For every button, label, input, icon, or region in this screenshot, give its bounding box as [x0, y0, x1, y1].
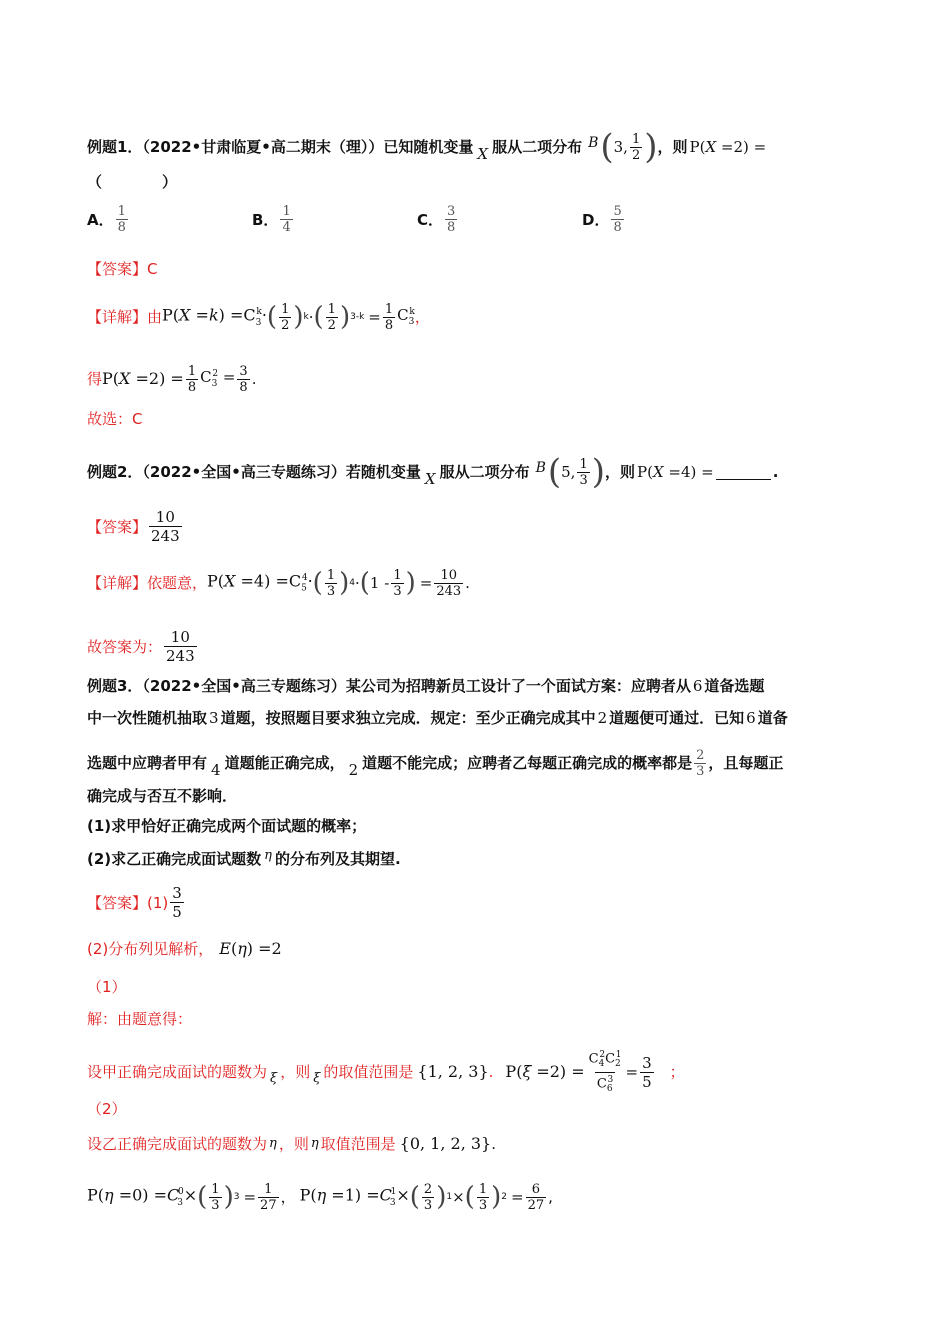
q1-stem — [87, 128, 766, 166]
q2-final: 故答案为： $\frac{10}{243}$ — [87, 628, 195, 665]
param-p: $\frac{1}{2}$ — [631, 131, 641, 163]
option-b: B． $\frac{1}{4}$ — [252, 204, 291, 235]
q2-answer: 【答案】 $\frac{10}{243}$ — [87, 508, 180, 545]
q1-expr: P(X =2) = — [689, 138, 767, 156]
q3-sol2: 设乙正确完成面试的题数为 η ，则 η 取值范围是 {0, 1, 2, 3} . — [87, 1134, 497, 1153]
q3-sol-intro: 解：由题意得： — [87, 1010, 193, 1028]
q3-line3: 选题中应聘者甲有 4 道题能正确完成， 2 道题不能完成；应聘者乙每题正确完成的概率都是 $\frac{2}{3}$ ，且每题正 — [87, 747, 784, 779]
dist-b: B — [588, 135, 599, 151]
q3-line2: 中一次性随机抽取 3 道题，按照题目要求独立完成．规定：至少正确完成其中 2 道题便可通过．已知 6 道备 — [87, 709, 788, 727]
q3-sol2-label: （2） — [87, 1100, 127, 1118]
q2-detail: 【详解】 依题意， $P(X =4) =C_5^4\cdot$ ( $\frac{1}{3}$ ) 4 · ( 1 - $\frac{1}{3}$ ) = $\frac{10}{243}$ . — [87, 567, 470, 599]
q3-part2: (2)求乙正确完成面试题数 η 的分布列及其期望. — [87, 848, 401, 868]
q1-answer: 【答案】C — [87, 260, 158, 278]
option-d: D． $\frac{5}{8}$ — [582, 204, 622, 235]
option-a: A． $\frac{1}{8}$ — [87, 204, 126, 235]
q3-answer: 【答案】 (1) $\frac{3}{5}$ — [87, 884, 182, 921]
q3-answer2: (2)分布列见解析， E(η) =2 — [87, 939, 282, 958]
q1-final: 故选：C — [87, 410, 143, 428]
q1-prefix: 例题1．（2022•甘肃临夏•高二期末（理））已知随机变量 — [87, 138, 474, 156]
q1-suffix: ，则 — [657, 138, 688, 156]
q3-part1: (1)求甲恰好正确完成两个面试题的概率； — [87, 817, 367, 835]
paren-left: ( — [600, 127, 614, 167]
paren-right: ) — [644, 127, 658, 167]
q1-paren-line: （ ） — [87, 173, 178, 191]
q1-detail: 【详解】 由 $P(X =k) =C_3^k\cdot$ ( $\frac{1}{2}$ ) k · ( $\frac{1}{2}$ ) 3-k = $\frac{1}{8}$ $C_3^k$ ， — [87, 301, 430, 333]
q1-mid: 服从二项分布 — [492, 138, 583, 156]
option-c: C． $\frac{3}{8}$ — [417, 204, 456, 235]
param-n: 3, — [613, 138, 628, 156]
q3-line4: 确完成与否互不影响． — [87, 787, 238, 805]
answer-blank[interactable] — [716, 465, 771, 480]
q3-sol2-probs: $P(\eta =0) =C_3^0\times$ ( $\frac{1}{3}$ ) 3 = $\frac{1}{27}$ ， $P(\eta =1) =C_3^1\times$ ( $\frac{2}{3}$ ) 1 × ( $\frac{1}{3}$ ) 2 = $\frac{6}{27}$ , — [87, 1181, 553, 1213]
q3-sol1: 设甲正确完成面试的题数为 ξ ，则 ξ 的取值范围是 {1, 2, 3} . P(ξ =2) = $\frac{C_4^2C_2^1}{C_6^3}$ = $\frac{3}{5}$ ； — [87, 1048, 685, 1097]
q1-result: 得 P(X =2) = $\frac{1}{8}$ $C_3^2$ = $\frac{3}{8}$ . — [87, 363, 257, 395]
q3-sol1-label: （1） — [87, 978, 127, 996]
q2-stem: 例题2．（2022•全国•高三专题练习）若随机变量 X 服从二项分布 B ( 5, $\frac{1}{3}$ ) ，则 P(X =4) = . — [87, 452, 779, 492]
var-x: X — [477, 145, 489, 163]
q3-line1: 例题3．（2022•全国•高三专题练习）某公司为招聘新员工设计了一个面试方案：应聘者从 6 道备选题 — [87, 677, 765, 695]
